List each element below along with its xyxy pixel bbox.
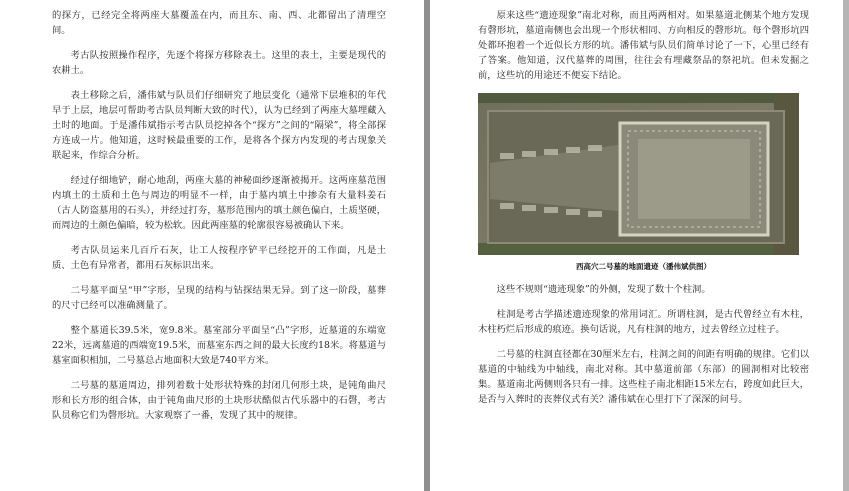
left-paragraph-3: 表土移除之后，潘伟斌与队员们仔细研究了地层变化（通常下层堆积的年代早于上层，地层可帮助考古队员判断大致的时代），认为已经到了两座大墓埋藏入土时的地面。于是潘伟斌指示考古队员挖掉各个“探方”之间的“隔梁”，将全部探方连成一片。他知道，这时候最重要的工作，是将各个探方内发现的考古现象关联起来，作综合分析。 (52, 90, 386, 161)
right-page (430, 0, 849, 491)
left-paragraph-6: 二号墓平面呈“甲”字形，呈现的结构与钻探结果无异。到了这一阶段，墓葬的尺寸已经可以准确测量了。 (52, 285, 386, 311)
left-paragraph-7: 整个墓道长39.5米，宽9.8米。墓室部分平面呈“凸”字形，近墓道的东端宽22米，远离墓道的西端宽19.5米，而墓室东西之间的最大长度约18米。将墓道与墓室面积相加，二号墓总占地面积大致是740平方米。 (52, 325, 386, 366)
left-paragraph-5: 考古队员运来几百斤石灰，让工人按程序铲平已经挖开的工作面，凡是土质、土色有异常者，都用石灰标识出来。 (52, 245, 386, 271)
left-page (0, 0, 424, 491)
right-paragraph-2: 这些不规则“遗迹现象”的外侧，发现了数十个柱洞。 (496, 284, 711, 295)
scrollbar[interactable] (843, 0, 849, 491)
left-paragraph-2: 考古队按照操作程序，先逐个将探方移除表土。这里的表土，主要是现代的农耕土。 (52, 50, 386, 76)
right-paragraph-4: 二号墓的柱洞直径都在30厘米左右，柱洞之间的间距有明确的规律。它们以墓道的中轴线为中轴线，南北对称。其中墓道前部（东部）的圆洞相对比较密集。墓道南北两侧则各只有一排。这些柱子南北相距15米左右，跨度如此巨大，是否与入葬时的丧葬仪式有关？潘伟斌在心里打下了深深的问号。 (478, 349, 809, 405)
photo-caption: 西高穴二号墓的地面遗迹（潘伟斌供图） (576, 262, 711, 271)
right-paragraph-1: 原来这些“遗迹现象”南北对称，而且两两相对。如果墓道北侧某个地方发现有磬形坑，墓道南侧也会出现一个形状相同、方向相反的磬形坑。每个磬形坑四处都环抱着一个近似长方形的坑。潘伟斌与队员们简单讨论了一下，心里已经有了答案。他知道，汉代墓葬的周围，往往会有埋藏祭品的祭祀坑。但未发掘之前，这些坑的用途还不便妄下结论。 (478, 10, 809, 81)
right-paragraph-3: 柱洞是考古学描述遗迹现象的常用词汇。所谓柱洞，是古代曾经立有木柱，木柱朽烂后形成的痕迹。换句话说，凡有柱洞的地方，过去曾经立过柱子。 (478, 309, 809, 335)
excavation-site-photo (478, 93, 799, 255)
left-paragraph-8: 二号墓的墓道周边，排列着数十处形状特殊的封闭几何形土块，是钝角曲尺形和长方形的组合体，由于钝角曲尺形的土块形状酷似古代乐器中的石磬，考古队员称它们为磬形坑。大家观察了一番，发现了其中的规律。 (52, 380, 386, 421)
left-paragraph-1: 的探方，已经完全将两座大墓覆盖在内，而且东、南、西、北都留出了清理空间。 (52, 10, 386, 36)
left-paragraph-4: 经过仔细地铲，耐心地刮，两座大墓的神秘面纱逐渐被揭开。这两座墓范围内填土的土质和土色与周边的明显不一样，由于墓内填土中掺杂有大量料姜石（古人防盗墓用的石头），并经过打夯，墓形范围内的填土颜色偏白，土质坚硬，而周边的土颜色偏暗，较为松软。因此两座墓的轮廓很容易被确认下来。 (52, 175, 386, 231)
